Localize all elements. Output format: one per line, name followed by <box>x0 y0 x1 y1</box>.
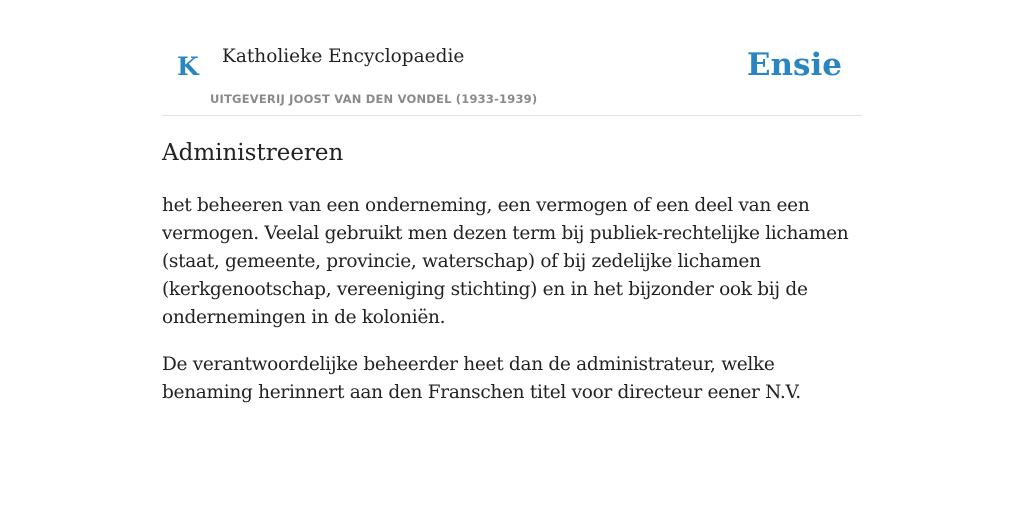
article-paragraph: het beheeren van een onderneming, een vermogen of een deel van een vermogen. Veelal gebruikt men dezen term bij publiek-rechtelijke lichamen (staat, gemeente, provincie, waterschap) of bij zedelijke lichamen (kerkgenootschap, vereeniging stichting) en in het bijzonder ook bij de ondernemingen in de koloniën. <box>162 195 849 328</box>
publication-logo[interactable]: K <box>177 52 199 81</box>
site-header <box>162 30 862 116</box>
article-paragraph: De verantwoordelijke beheerder heet dan de administrateur, welke benaming herinnert aan den Franschen titel voor directeur eener N.V. <box>162 354 801 403</box>
article-title: Administreeren <box>162 140 344 166</box>
publication-title[interactable]: Katholieke Encyclopaedie <box>222 46 465 67</box>
publication-subtitle: UITGEVERIJ JOOST VAN DEN VONDEL (1933-1939) <box>210 92 538 106</box>
article-body <box>162 192 862 426</box>
ensie-brand-link[interactable]: Ensie <box>746 47 842 83</box>
